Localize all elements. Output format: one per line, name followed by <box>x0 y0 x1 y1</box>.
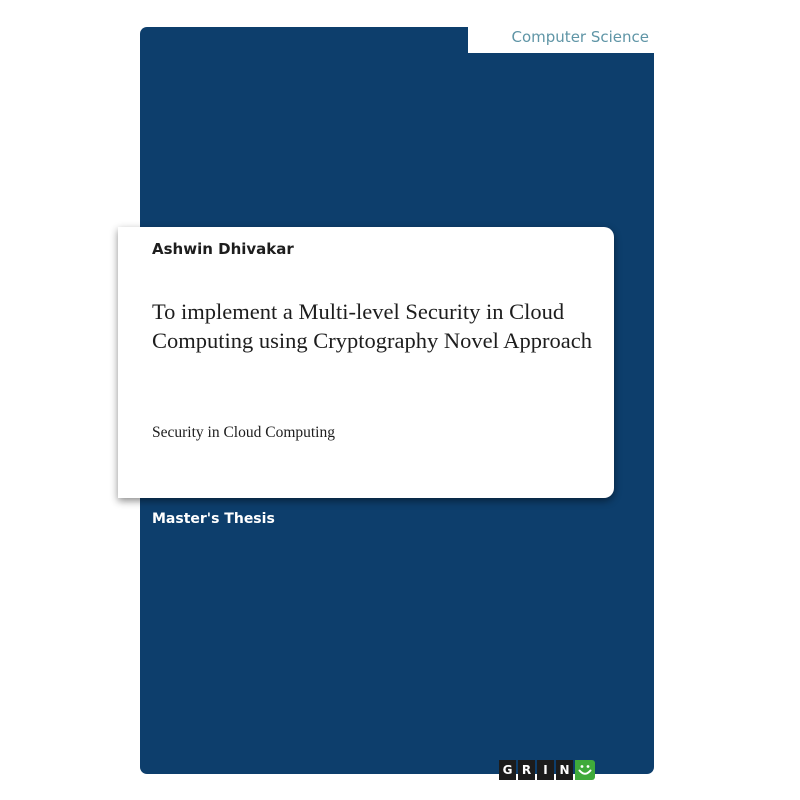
author-name: Ashwin Dhivakar <box>152 240 294 258</box>
publisher-logo <box>499 760 595 780</box>
logo-letter: N <box>556 760 573 780</box>
logo-letter: G <box>499 760 516 780</box>
logo-letter: R <box>518 760 535 780</box>
cover-panel-corner <box>461 27 468 53</box>
title-box <box>118 227 614 498</box>
smile-icon <box>575 760 595 780</box>
series-label: Master's Thesis <box>152 511 275 527</box>
book-title: To implement a Multi-level Security in Cloud Computing using Cryptography Novel Approach <box>152 299 592 353</box>
category-label: Computer Science <box>511 28 649 46</box>
book-subtitle: Security in Cloud Computing <box>152 424 335 441</box>
logo-letter: I <box>537 760 554 780</box>
